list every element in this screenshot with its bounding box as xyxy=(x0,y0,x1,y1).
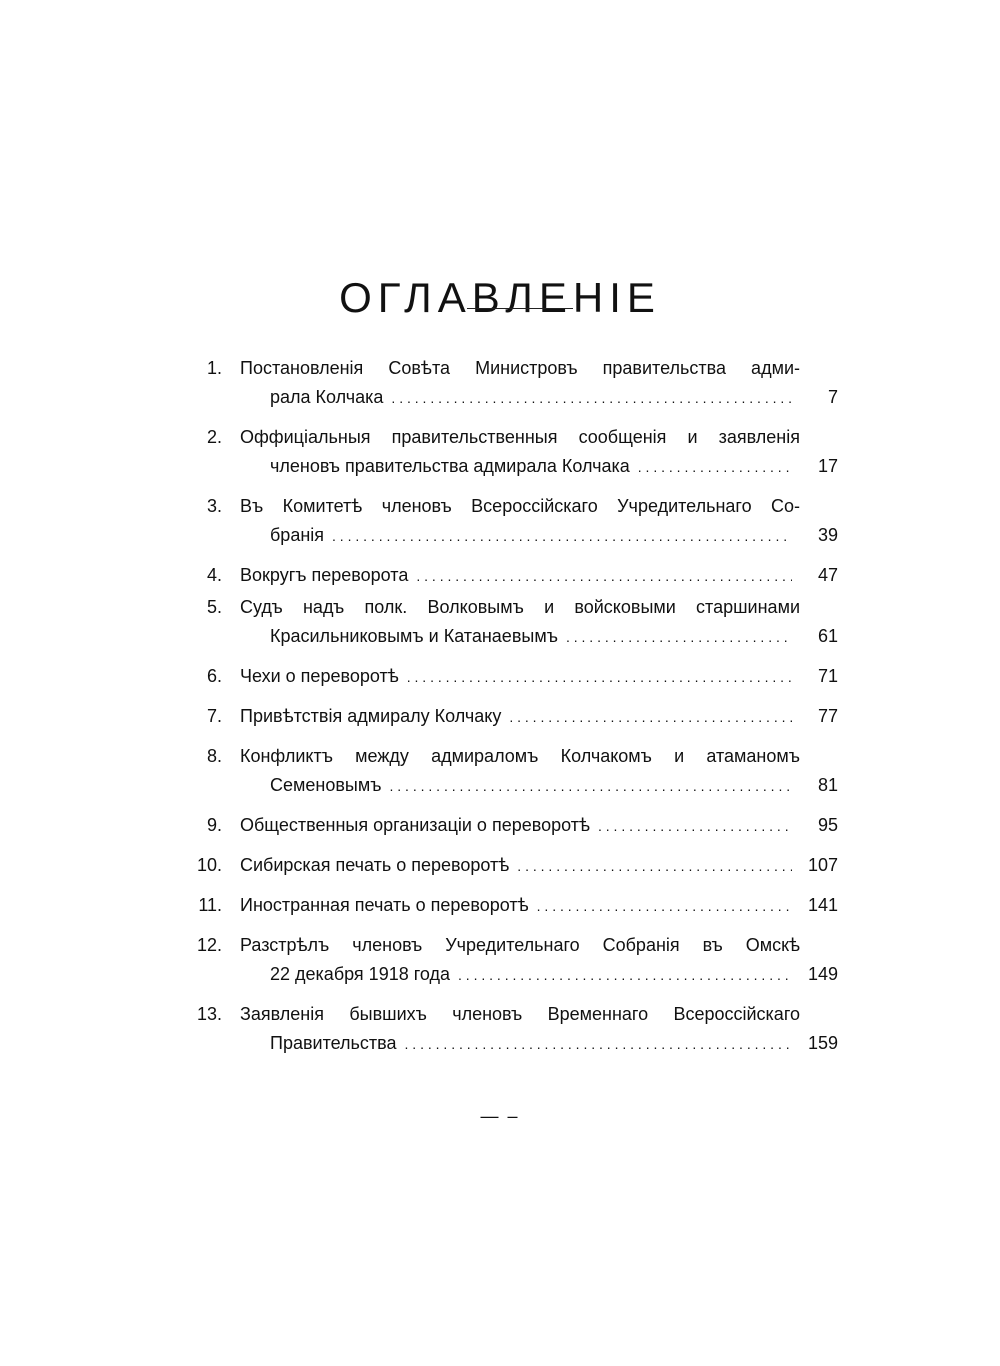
toc-entry-number: 13. xyxy=(196,1004,222,1024)
toc-entry-page: 17 xyxy=(817,456,838,476)
toc-entry-number: 10. xyxy=(196,855,222,875)
dot-leader xyxy=(517,852,792,881)
dot-leader xyxy=(598,812,792,841)
dot-leader xyxy=(566,623,792,652)
toc-entry[interactable] xyxy=(188,354,838,413)
toc-entry-page: 47 xyxy=(817,565,838,585)
toc-entry-title-last-line: рала Колчака xyxy=(270,387,384,407)
dot-leader xyxy=(391,384,792,413)
toc-entry-page: 159 xyxy=(807,1033,838,1053)
toc-entry-page: 7 xyxy=(827,387,838,407)
dot-leader xyxy=(537,892,792,921)
toc-entry-page: 107 xyxy=(807,855,838,875)
toc-entry-number: 12. xyxy=(196,935,222,955)
dot-leader xyxy=(458,961,792,990)
toc-entry-title-line: Разстрѣлъ членовъ Учредительнаго Собранія въ Омскѣ xyxy=(240,935,800,955)
toc-entry-page: 77 xyxy=(817,706,838,726)
toc-entry-page: 141 xyxy=(807,895,838,915)
toc-entry-title: Вокругъ переворота xyxy=(240,565,409,585)
toc-entry-number: 6. xyxy=(206,666,222,686)
toc-entry[interactable] xyxy=(188,851,838,881)
toc-entry-title: Иностранная печать о переворотѣ xyxy=(240,895,529,915)
toc-entry-page: 149 xyxy=(807,964,838,984)
toc-entry-page: 71 xyxy=(817,666,838,686)
toc-entry[interactable] xyxy=(188,492,838,551)
toc-entry-number: 9. xyxy=(206,815,222,835)
toc-entry-title-last-line: 22 декабря 1918 года xyxy=(270,964,451,984)
title-divider xyxy=(467,308,573,309)
toc-entry-page: 39 xyxy=(817,525,838,545)
toc-entry-title: Общественныя организаціи о переворотѣ xyxy=(240,815,590,835)
dot-leader xyxy=(416,562,792,591)
toc-entry-title-line: Оффиціальныя правительственныя сообщенія и заявленія xyxy=(240,427,800,447)
toc-entry-title: Чехи о переворотѣ xyxy=(240,666,399,686)
dot-leader xyxy=(638,453,792,482)
toc-entry-number: 7. xyxy=(206,706,222,726)
toc-entry[interactable] xyxy=(188,811,838,841)
dot-leader xyxy=(407,663,792,692)
toc-entry-number: 8. xyxy=(206,746,222,766)
toc-entry-title-line: Судъ надъ полк. Волковымъ и войсковыми старшинами xyxy=(240,597,800,617)
dot-leader xyxy=(389,772,792,801)
toc-entry-number: 2. xyxy=(206,427,222,447)
toc-entry-title-line: Конфликтъ между адмираломъ Колчакомъ и атаманомъ xyxy=(240,746,800,766)
toc-entry-title-line: Въ Комитетѣ членовъ Всероссійскаго Учредительнаго Со- xyxy=(240,496,800,516)
toc-entry-title-last-line: Семеновымъ xyxy=(270,775,382,795)
toc-entry-page: 95 xyxy=(817,815,838,835)
dot-leader xyxy=(509,703,792,732)
toc-entry[interactable] xyxy=(188,891,838,921)
table-of-contents xyxy=(188,354,838,1059)
toc-entry[interactable] xyxy=(188,423,838,482)
toc-entry[interactable] xyxy=(188,561,838,591)
toc-entry-title-last-line: бранія xyxy=(270,525,325,545)
toc-entry-number: 1. xyxy=(206,358,222,378)
toc-entry[interactable] xyxy=(188,702,838,732)
toc-entry[interactable] xyxy=(188,1000,838,1059)
toc-entry-title-line: Заявленія бывшихъ членовъ Временнаго Всероссійскаго xyxy=(240,1004,800,1024)
toc-entry[interactable] xyxy=(188,662,838,692)
toc-entry[interactable] xyxy=(188,742,838,801)
toc-entry-title-last-line: Красильниковымъ и Катанаевымъ xyxy=(270,626,558,646)
toc-entry-page: 61 xyxy=(817,626,838,646)
dot-leader xyxy=(332,522,792,551)
toc-entry[interactable] xyxy=(188,593,838,652)
page-title: ОГЛАВЛЕНІЕ xyxy=(339,274,661,322)
end-mark: — – xyxy=(480,1106,520,1126)
dot-leader xyxy=(405,1030,792,1059)
toc-entry-title-last-line: Правительства xyxy=(270,1033,397,1053)
toc-entry-title: Привѣтствія адмиралу Колчаку xyxy=(240,706,502,726)
toc-entry-title-last-line: членовъ правительства адмирала Колчака xyxy=(270,456,630,476)
toc-entry-number: 5. xyxy=(206,597,222,617)
toc-entry-number: 11. xyxy=(198,895,222,915)
toc-entry[interactable] xyxy=(188,931,838,990)
toc-entry-title-line: Постановленія Совѣта Министровъ правительства адми- xyxy=(240,358,800,378)
toc-entry-number: 4. xyxy=(206,565,222,585)
toc-entry-title: Сибирская печать о переворотѣ xyxy=(240,855,510,875)
toc-entry-page: 81 xyxy=(817,775,838,795)
toc-entry-number: 3. xyxy=(206,496,222,516)
